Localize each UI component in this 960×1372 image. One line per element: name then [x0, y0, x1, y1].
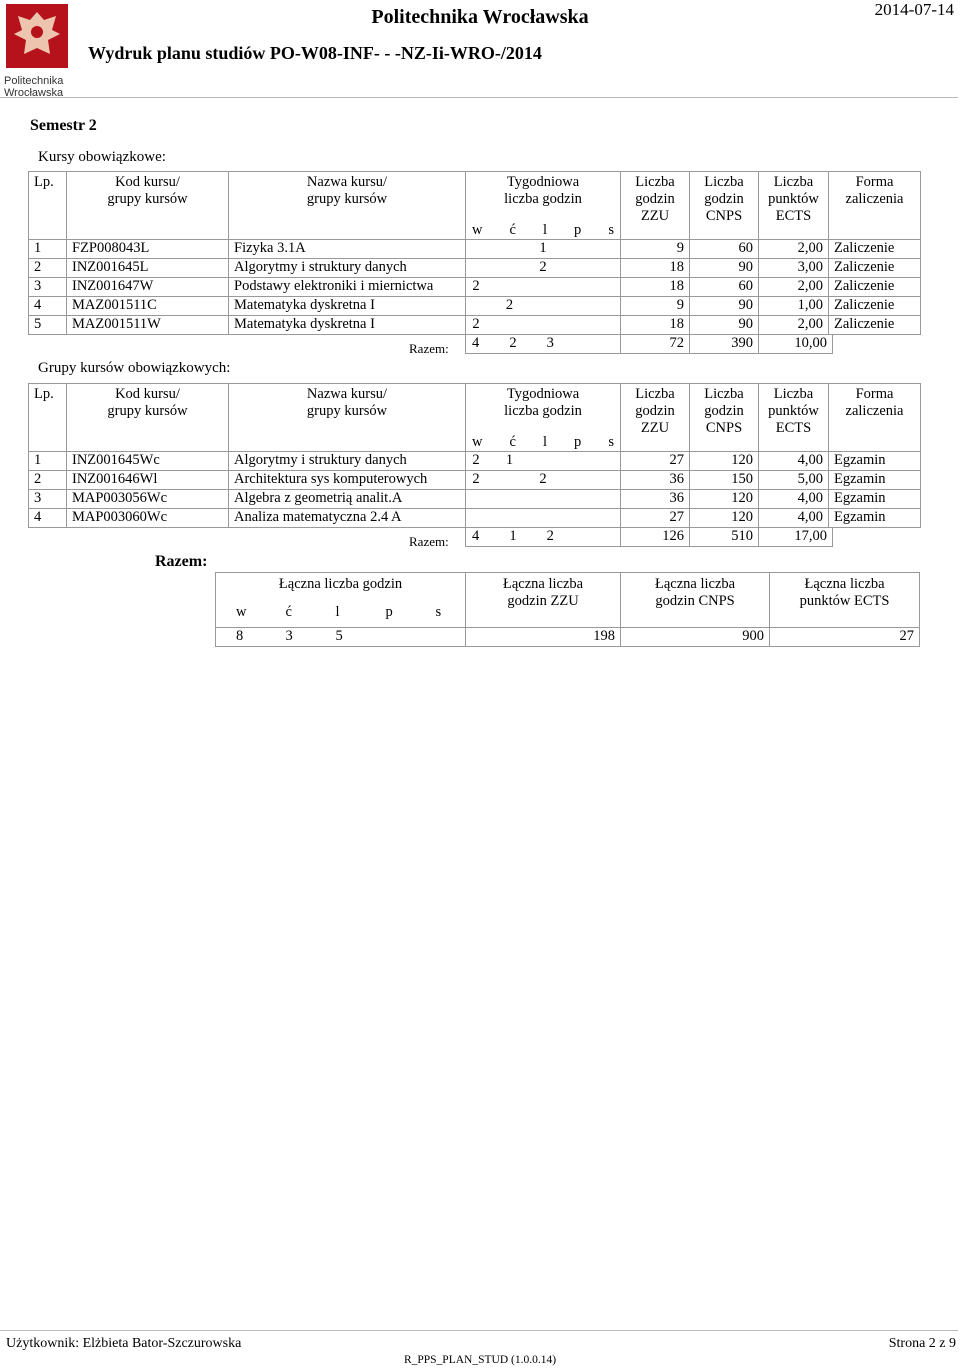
row-kod: INZ001645L — [72, 259, 149, 275]
summary-label: Razem: — [155, 553, 208, 570]
row-ects: 2,00 — [797, 278, 823, 294]
print-date: 2014-07-14 — [874, 0, 954, 19]
row-weekly — [466, 297, 620, 314]
university-name: Politechnika Wrocławska — [371, 6, 589, 28]
courses-total-w: 4 — [472, 335, 480, 351]
row-lp: 2 — [34, 471, 42, 487]
summary-week-c: ć — [285, 603, 292, 620]
summary-week-l: l — [335, 603, 340, 620]
header-forma-2: zaliczenia — [845, 403, 904, 419]
row-forma: Zaliczenie — [834, 240, 895, 256]
row-zzu: 18 — [669, 278, 684, 294]
week-type-header — [466, 222, 620, 239]
header-zzu-3: ZZU — [640, 208, 670, 224]
row-s — [606, 278, 614, 295]
row-ects: 2,00 — [797, 240, 823, 256]
row-c — [506, 471, 514, 488]
row-l — [539, 452, 547, 469]
week-c: ć — [509, 222, 516, 238]
row-cnps: 60 — [738, 240, 753, 256]
row-forma: Zaliczenie — [834, 316, 895, 332]
groups-total-zzu: 126 — [662, 528, 684, 544]
summary-ects: 27 — [899, 628, 915, 644]
row-w — [472, 240, 480, 257]
row-w: 2 — [472, 316, 480, 332]
row-nazwa: Algorytmy i struktury danych — [234, 259, 407, 275]
row-nazwa: Podstawy elektroniki i miernictwa — [234, 278, 434, 294]
week-s: s — [608, 434, 614, 450]
summary-zzu: 198 — [593, 628, 616, 644]
header-kod-1: Kod kursu/ — [115, 174, 180, 190]
row-zzu: 18 — [669, 316, 684, 332]
row-cnps: 90 — [738, 297, 753, 313]
row-p — [573, 278, 581, 295]
row-kod: INZ001645Wc — [72, 452, 160, 468]
header-zzu-1: Liczba — [635, 174, 675, 190]
header-cnps-2: godzin — [704, 403, 744, 419]
row-zzu: 27 — [669, 509, 684, 525]
week-w: w — [472, 222, 483, 238]
row-nazwa: Architektura sys komputerowych — [234, 471, 428, 487]
header-divider — [0, 97, 958, 98]
row-zzu: 36 — [669, 490, 684, 506]
week-s: s — [608, 222, 614, 238]
table-row — [29, 471, 921, 490]
header-forma-1: Forma — [855, 174, 894, 190]
header-lp: Lp. — [34, 386, 54, 402]
header-zzu-2: godzin — [635, 191, 675, 207]
row-c: 1 — [505, 452, 514, 468]
table-row — [29, 509, 921, 528]
week-p: p — [574, 222, 582, 238]
row-w: 2 — [472, 278, 480, 294]
week-p: p — [574, 434, 582, 450]
row-l — [539, 316, 547, 333]
row-ects: 4,00 — [797, 509, 823, 525]
row-p — [573, 316, 581, 333]
row-kod: MAP003056Wc — [72, 490, 168, 506]
row-ects: 4,00 — [797, 452, 823, 468]
summary-cnps: 900 — [742, 628, 765, 644]
summary-l: 5 — [335, 628, 343, 644]
row-ects: 4,00 — [797, 490, 823, 506]
summary-c: 3 — [285, 628, 293, 644]
groups-total-label: Razem: — [409, 534, 449, 549]
summary-week-p: p — [385, 603, 393, 620]
report-code: R_PPS_PLAN_STUD (1.0.0.14) — [403, 1354, 557, 1366]
row-forma: Zaliczenie — [834, 278, 895, 294]
groups-total-cnps: 510 — [731, 528, 753, 544]
table-row — [29, 316, 921, 335]
table-row — [29, 259, 921, 278]
header-ects-2: punktów — [768, 403, 819, 419]
row-s — [606, 471, 614, 488]
header-zzu-2: godzin — [635, 403, 675, 419]
header-ects-1: Liczba — [773, 174, 814, 190]
logo-text-line2: Wrocławska — [4, 87, 64, 99]
row-s — [606, 297, 614, 314]
row-l: 2 — [539, 259, 547, 275]
header-cnps-1: Liczba — [704, 386, 744, 402]
row-ects: 5,00 — [797, 471, 823, 487]
header-cnps-2: godzin — [704, 191, 744, 207]
row-s — [606, 452, 614, 469]
row-forma: Egzamin — [834, 471, 886, 487]
courses-total-cnps: 390 — [731, 335, 753, 351]
header-tyg-1: Tygodniowa — [506, 386, 580, 402]
table-row — [29, 490, 921, 509]
row-cnps: 60 — [738, 278, 753, 294]
row-ects: 3,00 — [797, 259, 823, 275]
row-ects: 2,00 — [797, 316, 823, 332]
courses-total-table — [465, 334, 833, 354]
header-kod-2: grupy kursów — [107, 403, 188, 419]
groups-total-ects: 17,00 — [794, 528, 827, 544]
row-kod: FZP008043L — [72, 240, 150, 256]
courses-section-label: Kursy obowiązkowe: — [38, 149, 166, 165]
row-c — [506, 240, 514, 257]
groups-header-row — [29, 384, 921, 452]
row-zzu: 9 — [676, 297, 684, 313]
header-zzu-3: ZZU — [640, 420, 670, 436]
week-l: l — [542, 434, 548, 450]
row-p — [573, 452, 581, 469]
row-nazwa: Fizyka 3.1A — [234, 240, 306, 256]
row-lp: 3 — [34, 490, 42, 506]
row-cnps: 150 — [731, 471, 753, 487]
courses-total-c: 2 — [509, 335, 517, 351]
row-forma: Egzamin — [834, 452, 886, 468]
row-zzu: 27 — [669, 452, 684, 468]
row-zzu: 18 — [669, 259, 684, 275]
table-row — [29, 297, 921, 316]
week-l: l — [542, 222, 548, 238]
header-tyg-1: Tygodniowa — [506, 174, 580, 190]
footer-user: Użytkownik: Elżbieta Bator-Szczurowska — [6, 1336, 242, 1351]
row-kod: INZ001646Wl — [72, 471, 158, 487]
row-p — [573, 259, 581, 276]
row-l — [539, 297, 547, 314]
summary-header-zzu-2: godzin ZZU — [507, 593, 579, 609]
header-cnps-3: CNPS — [705, 420, 743, 436]
row-nazwa: Matematyka dyskretna I — [234, 316, 375, 332]
week-c: ć — [509, 434, 516, 450]
row-ects: 1,00 — [797, 297, 823, 313]
summary-header-cnps-1: Łączna liczba — [655, 576, 736, 592]
row-cnps: 90 — [738, 259, 753, 275]
row-cnps: 120 — [731, 509, 753, 525]
header-forma-1: Forma — [855, 386, 894, 402]
row-c — [506, 316, 514, 333]
row-lp: 2 — [34, 259, 42, 275]
row-forma: Zaliczenie — [834, 297, 895, 313]
semester-title: Semestr 2 — [30, 117, 97, 134]
row-c: 2 — [505, 297, 514, 313]
week-w: w — [472, 434, 483, 450]
row-lp: 4 — [34, 297, 42, 313]
row-l: 1 — [539, 240, 547, 256]
summary-header-zzu-1: Łączna liczba — [503, 576, 584, 592]
row-s — [606, 240, 614, 257]
summary-header-cnps-2: godzin CNPS — [655, 593, 735, 609]
courses-total-weekly — [466, 335, 620, 352]
footer-divider — [0, 1330, 958, 1331]
row-nazwa: Algorytmy i struktury danych — [234, 452, 407, 468]
row-cnps: 90 — [738, 316, 753, 332]
row-l — [539, 278, 547, 295]
summary-week-w: w — [236, 603, 247, 620]
row-weekly — [466, 278, 620, 295]
week-type-header — [466, 434, 620, 451]
row-weekly — [466, 240, 620, 257]
row-w: 2 — [472, 471, 480, 487]
row-forma: Egzamin — [834, 490, 886, 506]
row-kod: INZ001647W — [72, 278, 154, 294]
row-lp: 3 — [34, 278, 42, 294]
summary-table — [215, 572, 920, 647]
courses-total-l: 3 — [546, 335, 554, 351]
row-forma: Egzamin — [834, 509, 886, 525]
summary-w: 8 — [236, 628, 244, 644]
row-s — [606, 316, 614, 333]
header-cnps-1: Liczba — [704, 174, 744, 190]
courses-total-label: Razem: — [409, 341, 449, 356]
courses-total-ects: 10,00 — [794, 335, 827, 351]
row-w: 2 — [472, 452, 480, 468]
header-ects-2: punktów — [768, 191, 819, 207]
row-lp: 1 — [34, 452, 42, 468]
header-nazwa-1: Nazwa kursu/ — [306, 386, 388, 402]
header-nazwa-2: grupy kursów — [306, 191, 388, 207]
row-nazwa: Matematyka dyskretna I — [234, 297, 375, 313]
groups-table — [28, 383, 921, 528]
row-l: 2 — [539, 471, 547, 487]
header-ects-1: Liczba — [773, 386, 814, 402]
row-w — [472, 259, 480, 276]
row-kod: MAP003060Wc — [72, 509, 168, 525]
page-number: Strona 2 z 9 — [888, 1336, 956, 1351]
table-row — [29, 240, 921, 259]
header-nazwa-2: grupy kursów — [306, 403, 388, 419]
groups-total-l: 2 — [546, 528, 554, 544]
header-ects-3: ECTS — [775, 420, 812, 436]
row-nazwa: Algebra z geometrią analit.A — [234, 490, 403, 506]
summary-header-ects-2: punktów ECTS — [799, 593, 890, 609]
summary-header-godzin: Łączna liczba godzin — [278, 576, 403, 592]
groups-section-label: Grupy kursów obowiązkowych: — [38, 360, 231, 376]
row-zzu: 36 — [669, 471, 684, 487]
logo-text-line1: Politechnika — [4, 75, 64, 87]
row-lp: 1 — [34, 240, 42, 256]
courses-total-zzu: 72 — [669, 335, 684, 351]
row-p — [573, 471, 581, 488]
groups-total-table — [465, 527, 833, 547]
groups-total-w: 4 — [472, 528, 480, 544]
row-weekly — [466, 452, 620, 469]
header-kod-2: grupy kursów — [107, 191, 188, 207]
row-cnps: 120 — [731, 490, 753, 506]
row-weekly — [466, 259, 620, 276]
summary-values-row — [216, 628, 920, 647]
row-lp: 5 — [34, 316, 42, 332]
row-p — [573, 240, 581, 257]
summary-header-ects-1: Łączna liczba — [804, 576, 885, 592]
header-lp: Lp. — [34, 174, 54, 190]
header-zzu-1: Liczba — [635, 386, 675, 402]
row-lp: 4 — [34, 509, 42, 525]
row-zzu: 9 — [676, 240, 684, 256]
header-tyg-2: liczba godzin — [504, 403, 582, 419]
row-kod: MAZ001511W — [72, 316, 161, 332]
row-p — [573, 297, 581, 314]
row-kod: MAZ001511C — [72, 297, 157, 313]
row-c — [506, 259, 514, 276]
header-cnps-3: CNPS — [705, 208, 743, 224]
row-nazwa: Analiza matematyczna 2.4 A — [234, 509, 402, 525]
courses-header-row — [29, 172, 921, 240]
header-forma-2: zaliczenia — [845, 191, 904, 207]
header-tyg-2: liczba godzin — [504, 191, 582, 207]
row-w — [472, 297, 480, 314]
row-s — [606, 259, 614, 276]
header-kod-1: Kod kursu/ — [115, 386, 180, 402]
groups-total-weekly — [466, 528, 620, 545]
header-nazwa-1: Nazwa kursu/ — [306, 174, 388, 190]
row-cnps: 120 — [731, 452, 753, 468]
row-c — [506, 278, 514, 295]
summary-week-s: s — [435, 603, 442, 620]
courses-table — [28, 171, 921, 335]
row-weekly — [466, 316, 620, 333]
header-ects-3: ECTS — [775, 208, 812, 224]
table-row — [29, 452, 921, 471]
row-forma: Zaliczenie — [834, 259, 895, 275]
table-row — [29, 278, 921, 297]
row-weekly — [466, 471, 620, 488]
groups-total-c: 1 — [509, 528, 517, 544]
document-title: Wydruk planu studiów PO-W08-INF- - -NZ-Ii-WRO-/2014 — [88, 43, 542, 63]
